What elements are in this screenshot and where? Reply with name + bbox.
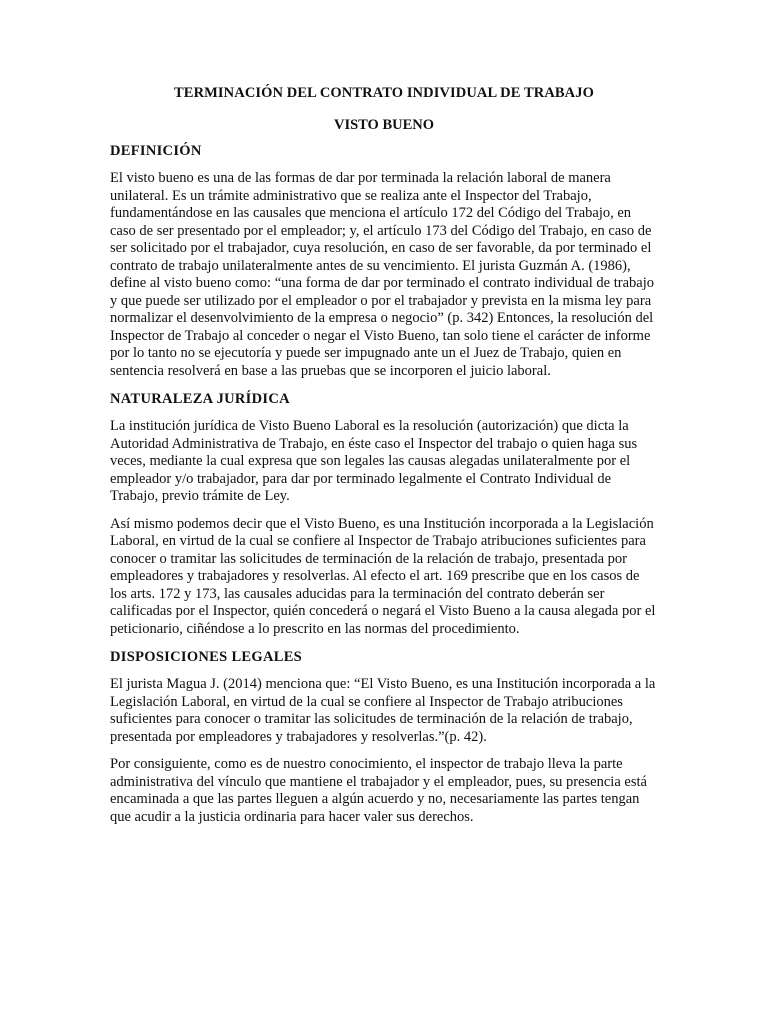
paragraph: El jurista Magua J. (2014) menciona que: “El Visto Bueno, es una Institución incorporada a la Legislación Laboral, en virtud de la cual se confiere al Inspector de Trabajo atribuciones suficientes para conocer o tramitar las solicitudes de terminación de la relación de trabajo, presentada por empleadores y trabajadores y resolverlas.”(p. 42). [110, 676, 656, 745]
section-disposiciones-legales [110, 648, 658, 826]
paragraph: La institución jurídica de Visto Bueno Laboral es la resolución (autorización) que dicta la Autoridad Administrativa de Trabajo, en éste caso el Inspector del trabajo o quien haga sus veces, mediante la cual expresa que son legales las causas alegadas unilateralmente por el empleador y/o trabajador, para dar por terminado legalmente el Contrato Individual de Trabajo, previo trámite de Ley. [110, 418, 638, 504]
document-title: TERMINACIÓN DEL CONTRATO INDIVIDUAL DE TRABAJO [174, 85, 594, 101]
section-definicion [110, 142, 658, 380]
section-heading: DEFINICIÓN [110, 143, 202, 159]
paragraph: Así mismo podemos decir que el Visto Bueno, es una Institución incorporada a la Legislación Laboral, en virtud de la cual se confiere al Inspector de Trabajo atribuciones suficientes para conocer o tramitar las solicitudes de terminación de la relación de trabajo, presentada por empleadores y trabajadores y resolverlas. Al efecto el art. 169 prescribe que en los casos de los arts. 172 y 173, las causales aducidas para la terminación del contrato deberán ser calificadas por el Inspector, quién concederá o negará el Visto Bueno a la causa alegada por el peticionario, ciñéndose a lo prescrito en las normas del procedimiento. [110, 515, 656, 637]
section-naturaleza-juridica [110, 390, 658, 638]
paragraph: El visto bueno es una de las formas de dar por terminada la relación laboral de manera unilateral. Es un trámite administrativo que se realiza ante el Inspector del Trabajo, fundamentándose en las causales que menciona el artículo 172 del Código del Trabajo, en caso de ser presentado por el empleador; y, el artículo 173 del Código del Trabajo, en caso de ser solicitado por el trabajador, cuya resolución, en caso de ser favorable, da por terminado el contrato de trabajo unilateralmente antes de su vencimiento. El jurista Guzmán A. (1986), define al visto bueno como: “una forma de dar por terminado el contrato individual de trabajo y que puede ser utilizado por el empleador o por el trabajador y prevista en la misma ley para normalizar el desenvolvimiento de la empresa o negocio” (p. 342) Entonces, la resolución del Inspector de Trabajo al conceder o negar el Visto Bueno, tan solo tiene el carácter de informe por lo tanto no se ejecutoría y puede ser impugnado ante un el Juez de Trabajo, quien en sentencia resolverá en base a las pruebas que se incorporen el juicio laboral. [110, 170, 654, 379]
document-content [110, 84, 658, 836]
paragraph: Por consiguiente, como es de nuestro conocimiento, el inspector de trabajo lleva la parte administrativa del vínculo que mantiene el trabajador y el empleador, pues, su presencia está encaminada a que las partes lleguen a algún acuerdo y no, necesariamente las partes tengan que acudir a la justicia ordinaria para hacer valer sus derechos. [110, 756, 647, 825]
document-subtitle: VISTO BUENO [333, 117, 435, 133]
section-heading: NATURALEZA JURÍDICA [110, 391, 290, 407]
section-heading: DISPOSICIONES LEGALES [110, 649, 303, 665]
